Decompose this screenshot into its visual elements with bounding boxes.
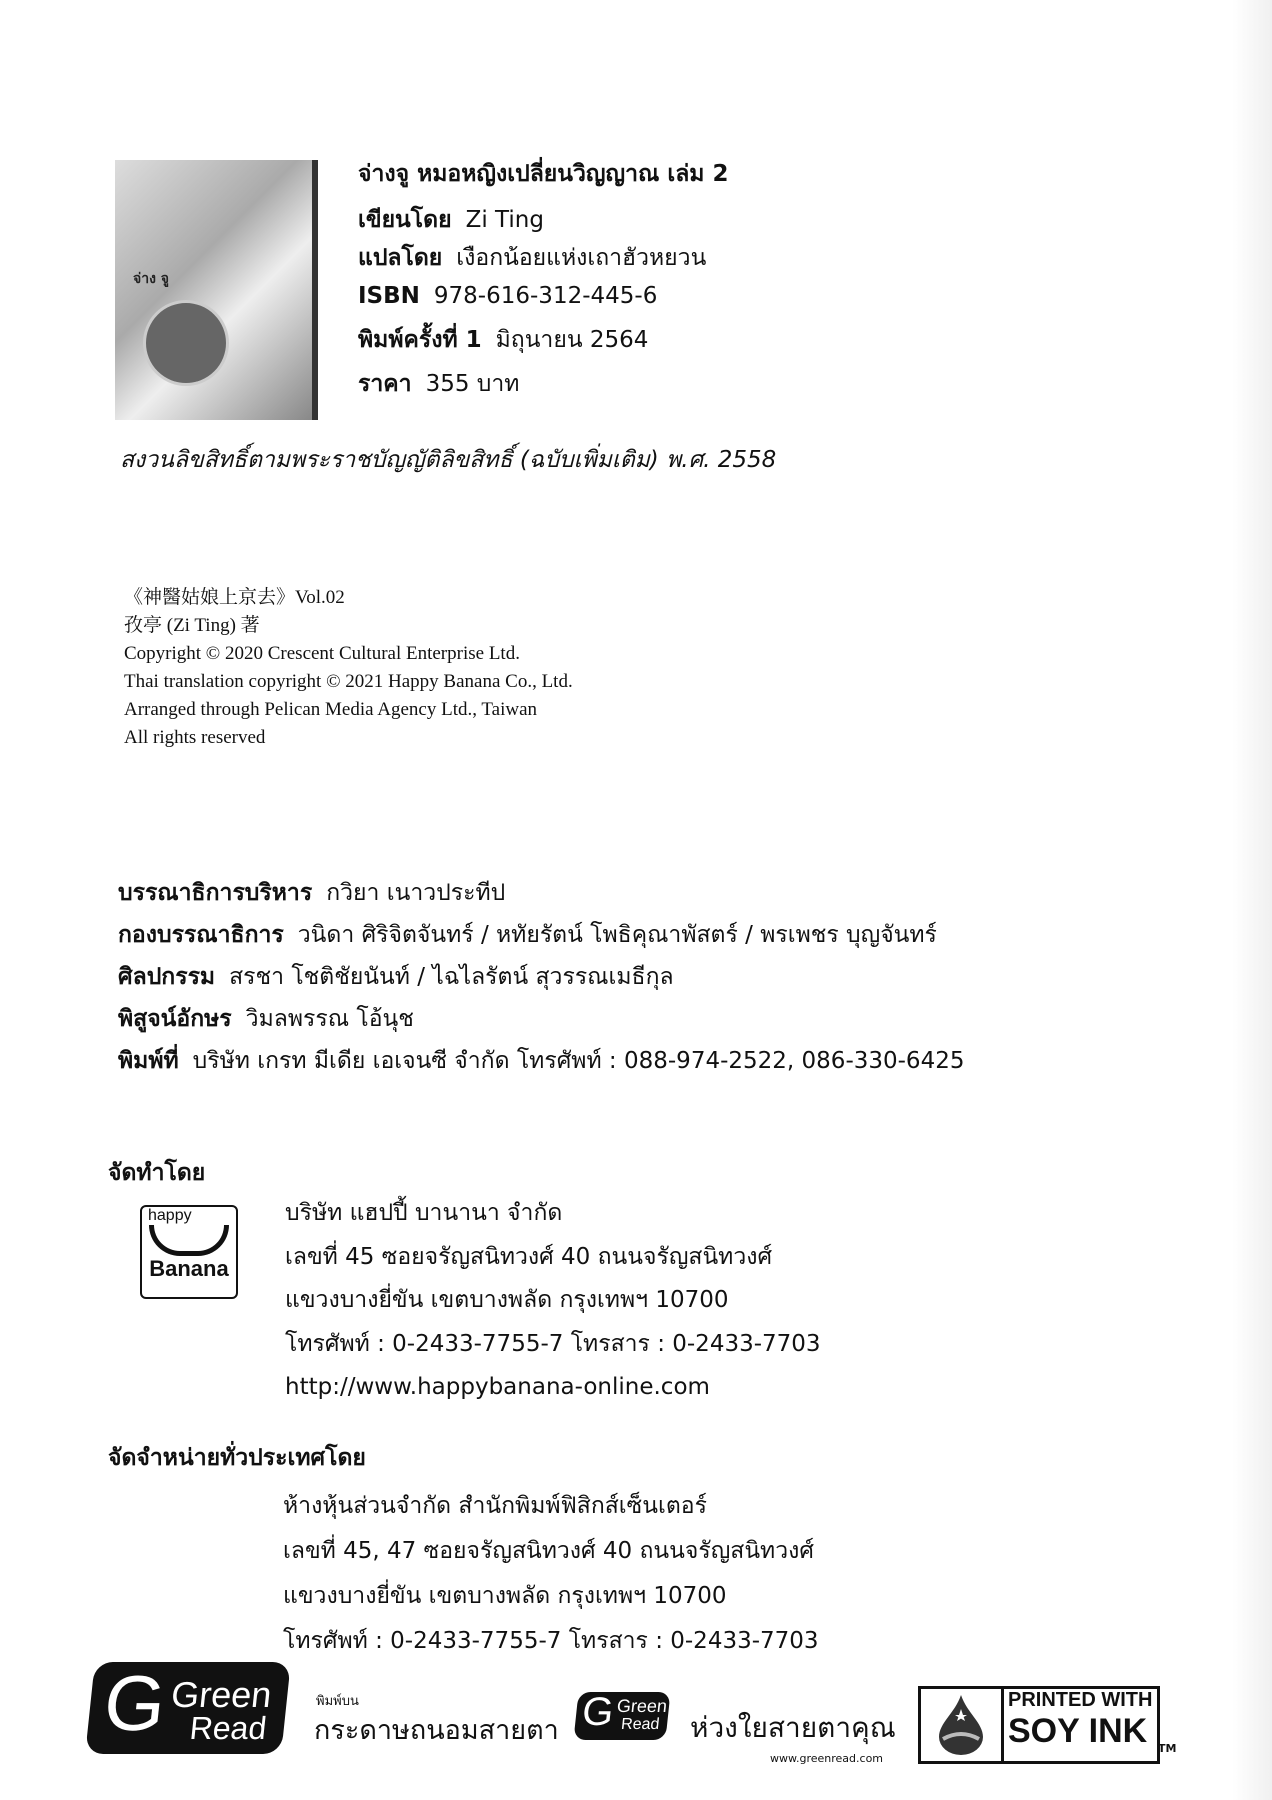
copyright-notice: สงวนลิขสิทธิ์ตามพระราชบัญญัติลิขสิทธิ์ (ฉบับเพิ่มเติม) พ.ศ. 2558 [120, 447, 777, 473]
distributor-heading: จัดจำหน่ายทั่วประเทศโดย [108, 1445, 366, 1471]
cover-title: จ่าง จู [133, 271, 169, 287]
ink-drop-icon [925, 1693, 997, 1755]
care-slogan: ห่วงใยสายตาคุณ [690, 1711, 896, 1744]
trademark: TM [1158, 1742, 1177, 1755]
translator-row: แปลโดย เงือกน้อยแห่งเถาฮัวหยวน [358, 245, 707, 271]
staff-row: พิมพ์ที่ บริษัท เกรท มีเดีย เอเจนซี จำกัด โทรศัพท์ : 088-974-2522, 086-330-6425 [118, 1048, 965, 1074]
printed-on-label: พิมพ์บน [316, 1694, 359, 1709]
greenread-website[interactable]: www.greenread.com [770, 1752, 884, 1765]
price-row: ราคา 355 บาท [358, 371, 520, 397]
staff-row: บรรณาธิการบริหาร กวิยา เนาวประทีป [118, 880, 506, 906]
author-row: เขียนโดย Zi Ting [358, 207, 544, 233]
producer-website[interactable]: http://www.happybanana-online.com [285, 1374, 710, 1400]
original-copyright-block [124, 584, 573, 752]
soy-ink-badge: PRINTED WITH SOY INK [918, 1686, 1160, 1764]
copyright-line: Copyright © 2020 Crescent Cultural Enterprise Ltd. [124, 643, 520, 664]
eye-care-paper-text: กระดาษถนอมสายตา [314, 1715, 559, 1746]
staff-row: กองบรรณาธิการ วนิดา ศิริจิตจันทร์ / หทัยรัตน์ โพธิคุณาพัสตร์ / พรเพชร บุญจันทร์ [118, 922, 937, 948]
distributor-address: ห้างหุ้นส่วนจำกัด สำนักพิมพ์ฟิสิกส์เซ็นเตอร์ เลขที่ 45, 47 ซอยจรัญสนิทวงศ์ 40 ถนนจรัญสนิทวงศ์ แขวงบางยี่ขัน เขตบางพลัด กรุงเทพฯ 10700 โทรศัพท์ : 0-2433-7755-7 โทรสาร : 0-2433-7703 [283, 1493, 819, 1654]
book-cover-thumbnail [115, 160, 318, 420]
producer-heading: จัดทำโดย [108, 1160, 206, 1186]
original-author: 孜亭 (Zi Ting) 著 [124, 615, 260, 636]
happy-banana-logo: happy Banana [140, 1205, 238, 1299]
staff-credits [118, 872, 964, 1082]
green-read-logo: G Green Read [85, 1662, 291, 1754]
agency-line: Arranged through Pelican Media Agency Ltd., Taiwan [124, 699, 538, 720]
banana-icon [149, 1225, 229, 1256]
green-read-small-logo: G Green Read [573, 1692, 670, 1740]
original-title: 《神醫姑娘上京去》Vol.02 [124, 587, 345, 608]
rights-line: All rights reserved [124, 727, 266, 748]
edition-row: พิมพ์ครั้งที่ 1 มิถุนายน 2564 [358, 327, 649, 353]
cover-emblem [143, 300, 229, 386]
page-edge-shadow [1232, 0, 1272, 1800]
translation-copyright-line: Thai translation copyright © 2021 Happy Banana Co., Ltd. [124, 671, 573, 692]
staff-row: ศิลปกรรม สรชา โชติชัยนันท์ / ไฉไลรัตน์ สุวรรณเมธีกุล [118, 964, 674, 990]
book-title: จ่างจู หมอหญิงเปลี่ยนวิญญาณ เล่ม 2 [358, 161, 729, 187]
producer-address: บริษัท แฮปปี้ บานานา จำกัด เลขที่ 45 ซอยจรัญสนิทวงศ์ 40 ถนนจรัญสนิทวงศ์ แขวงบางยี่ขัน เขตบางพลัด กรุงเทพฯ 10700 โทรศัพท์ : 0-2433-7755-7 โทรสาร : 0-2433-7703 http://www.happybanana-online.com [285, 1192, 821, 1410]
staff-row: พิสูจน์อักษร วิมลพรรณ โอ้นุช [118, 1006, 414, 1032]
isbn-row: ISBN 978-616-312-445-6 [358, 283, 658, 309]
